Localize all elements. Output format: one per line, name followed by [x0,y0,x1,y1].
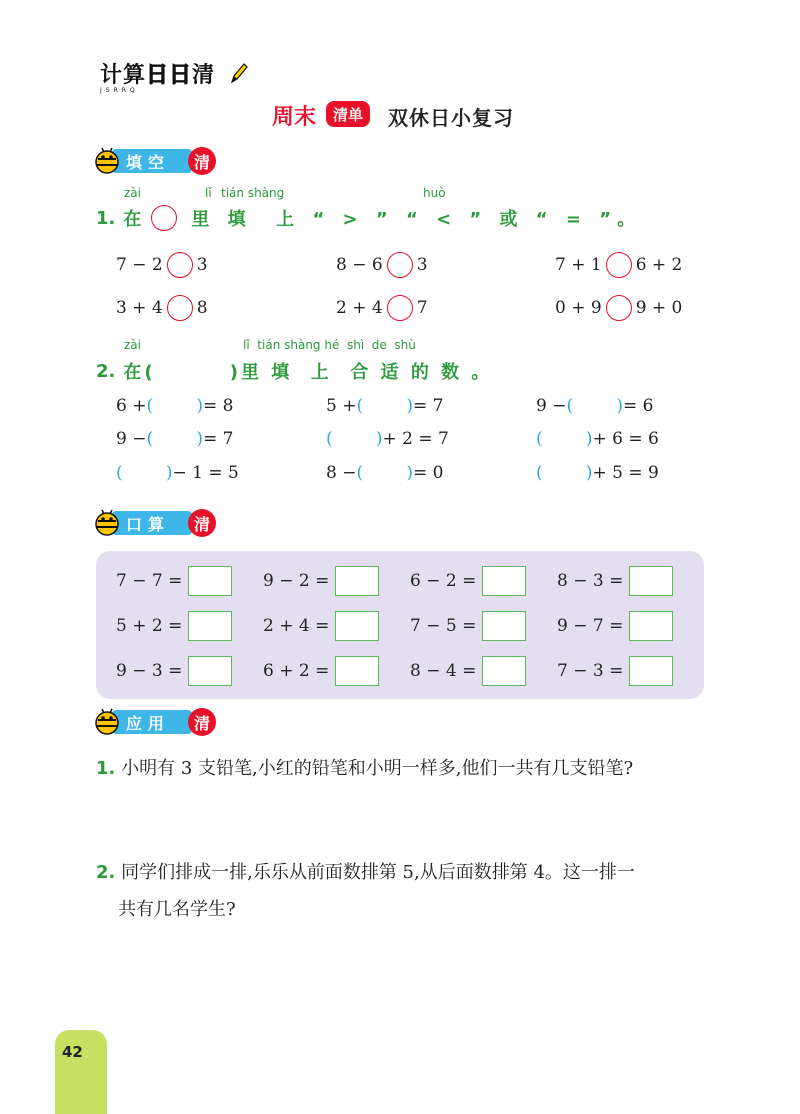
page-title-part-a: 周末 [272,105,317,130]
answer-blank[interactable]: ( ) [536,463,593,483]
oral-expr: 5 + 2 = [116,616,183,636]
q2-pinyin-rest: lǐ tián shàng hé shì de shù [243,338,416,352]
q1-item [116,252,208,278]
section-app-header [92,706,222,736]
section-app-label: 应用 [112,710,192,734]
q1-item [336,295,428,321]
q2-pre: 6 + [116,396,147,416]
oral-item [557,656,673,686]
q2-pre: 9 − [536,396,567,416]
bee-icon [92,145,122,175]
oral-expr: 7 − 7 = [116,571,183,591]
section-fill-mark: 清 [188,147,216,175]
answer-blank[interactable]: ( ) [146,396,203,416]
answer-blank[interactable]: ( ) [116,463,173,483]
page-title-part-b: 双休日小复习 [388,106,514,130]
q2-item [116,396,233,416]
q1-right: 3 [196,255,208,275]
answer-circle[interactable] [606,252,632,278]
app-problem-1 [96,754,633,780]
answer-blank[interactable]: ( ) [146,429,203,449]
q1-left: 2 + 4 [336,298,383,318]
q1-pinyin-huo: huò [423,186,446,200]
answer-box[interactable] [482,566,526,596]
section-fill-label: 填空 [112,149,192,173]
q2-pre: 5 + [326,396,357,416]
pencil-icon [228,62,248,84]
answer-blank[interactable]: ( ) [356,396,413,416]
app-problem-1-text: 小明有 3 支铅笔,小红的铅笔和小明一样多,他们一共有几支铅笔? [121,758,634,779]
oral-item [263,566,379,596]
brand-name-c: 清 [192,63,216,88]
q2-item [326,463,443,483]
answer-box[interactable] [188,611,232,641]
q1-pinyin-zai: zài [124,186,141,200]
answer-box[interactable] [188,566,232,596]
q1-left: 7 − 2 [116,255,163,275]
q1-right: 6 + 2 [635,255,683,275]
brand-name-b: 日日 [146,63,193,88]
q1-right: 3 [416,255,428,275]
q2-item [536,429,659,449]
q2-post: + 2 = 7 [382,429,449,449]
q1-right: 8 [196,298,208,318]
q2-item [116,429,233,449]
q1-right: 7 [416,298,428,318]
q1-prompt [96,205,641,231]
q2-item [116,463,239,483]
oral-item [116,566,232,596]
page-number: 42 [62,1043,83,1061]
oral-expr: 9 − 2 = [263,571,330,591]
oral-expr: 6 − 2 = [410,571,477,591]
q1-item [555,252,682,278]
q2-pinyin-zai: zài [124,338,141,352]
answer-circle[interactable] [167,252,193,278]
section-oral-header [92,507,222,537]
oral-expr: 6 + 2 = [263,661,330,681]
q2-post: = 8 [203,396,234,416]
answer-box[interactable] [188,656,232,686]
q2-text: 在( )里 填 上 合 适 的 数 。 [123,362,493,383]
answer-box[interactable] [335,566,379,596]
q2-post: + 6 = 6 [592,429,659,449]
oral-item [263,656,379,686]
answer-box[interactable] [629,611,673,641]
oral-expr: 8 − 4 = [410,661,477,681]
oral-expr: 8 − 3 = [557,571,624,591]
answer-blank[interactable]: ( ) [566,396,623,416]
q1-left: 0 + 9 [555,298,602,318]
q2-item [326,396,443,416]
answer-box[interactable] [629,566,673,596]
oral-item [410,611,526,641]
q2-item [326,429,449,449]
bee-icon [92,507,122,537]
q1-item [555,295,682,321]
app-problem-2-line-2: 共有几名学生? [118,899,236,920]
q2-number: 2. [96,360,116,382]
q2-post: = 7 [203,429,234,449]
answer-circle[interactable] [387,295,413,321]
oral-item [410,566,526,596]
answer-box[interactable] [482,611,526,641]
answer-blank[interactable]: ( ) [356,463,413,483]
q1-right: 9 + 0 [635,298,683,318]
q1-left: 7 + 1 [555,255,602,275]
q2-item [536,396,653,416]
oral-item [557,566,673,596]
answer-box[interactable] [335,611,379,641]
q1-example-circle [151,205,177,231]
q1-text-b: 里 填 上 “ > ” “ < ” 或 “ = ”。 [191,209,642,230]
section-oral-mark: 清 [188,509,216,537]
app-problem-2-cont [118,895,236,921]
app-problem-2-line-1: 同学们排成一排,乐乐从前面数排第 5,从后面数排第 4。这一排一 [121,862,635,883]
q1-item [336,252,428,278]
q2-post: = 0 [413,463,444,483]
q2-post: = 6 [623,396,654,416]
section-app-mark: 清 [188,708,216,736]
app-problem-1-number: 1. [96,758,116,779]
answer-circle[interactable] [606,295,632,321]
oral-expr: 2 + 4 = [263,616,330,636]
section-fill-header [92,145,222,175]
q2-pre: 8 − [326,463,357,483]
oral-item [116,656,232,686]
oral-expr: 9 − 7 = [557,616,624,636]
brand-subtitle: JSRRQ [100,87,139,94]
q2-item [536,463,659,483]
oral-item [116,611,232,641]
q1-item [116,295,208,321]
answer-circle[interactable] [387,252,413,278]
answer-box[interactable] [335,656,379,686]
section-oral-label: 口算 [112,511,192,535]
answer-blank[interactable]: ( ) [536,429,593,449]
oral-item [410,656,526,686]
q2-pre: 9 − [116,429,147,449]
q1-pinyin-tianshang: tián shàng [221,186,285,200]
title-badge: 清单 [326,101,370,127]
q2-post: = 7 [413,396,444,416]
app-problem-2-number: 2. [96,862,116,883]
answer-box[interactable] [629,656,673,686]
brand-name-a: 计算 [100,63,147,88]
q1-text-a: 在 [123,209,148,230]
answer-box[interactable] [482,656,526,686]
q2-post: + 5 = 9 [592,463,659,483]
oral-expr: 9 − 3 = [116,661,183,681]
q1-left: 8 − 6 [336,255,383,275]
q2-post: − 1 = 5 [172,463,239,483]
oral-item [263,611,379,641]
answer-circle[interactable] [167,295,193,321]
q2-prompt [96,358,492,384]
oral-item [557,611,673,641]
answer-blank[interactable]: ( ) [326,429,383,449]
q1-left: 3 + 4 [116,298,163,318]
oral-expr: 7 − 5 = [410,616,477,636]
bee-icon [92,706,122,736]
q1-pinyin-li: lǐ [205,186,212,200]
q1-number: 1. [96,207,116,229]
oral-expr: 7 − 3 = [557,661,624,681]
app-problem-2 [96,858,635,884]
